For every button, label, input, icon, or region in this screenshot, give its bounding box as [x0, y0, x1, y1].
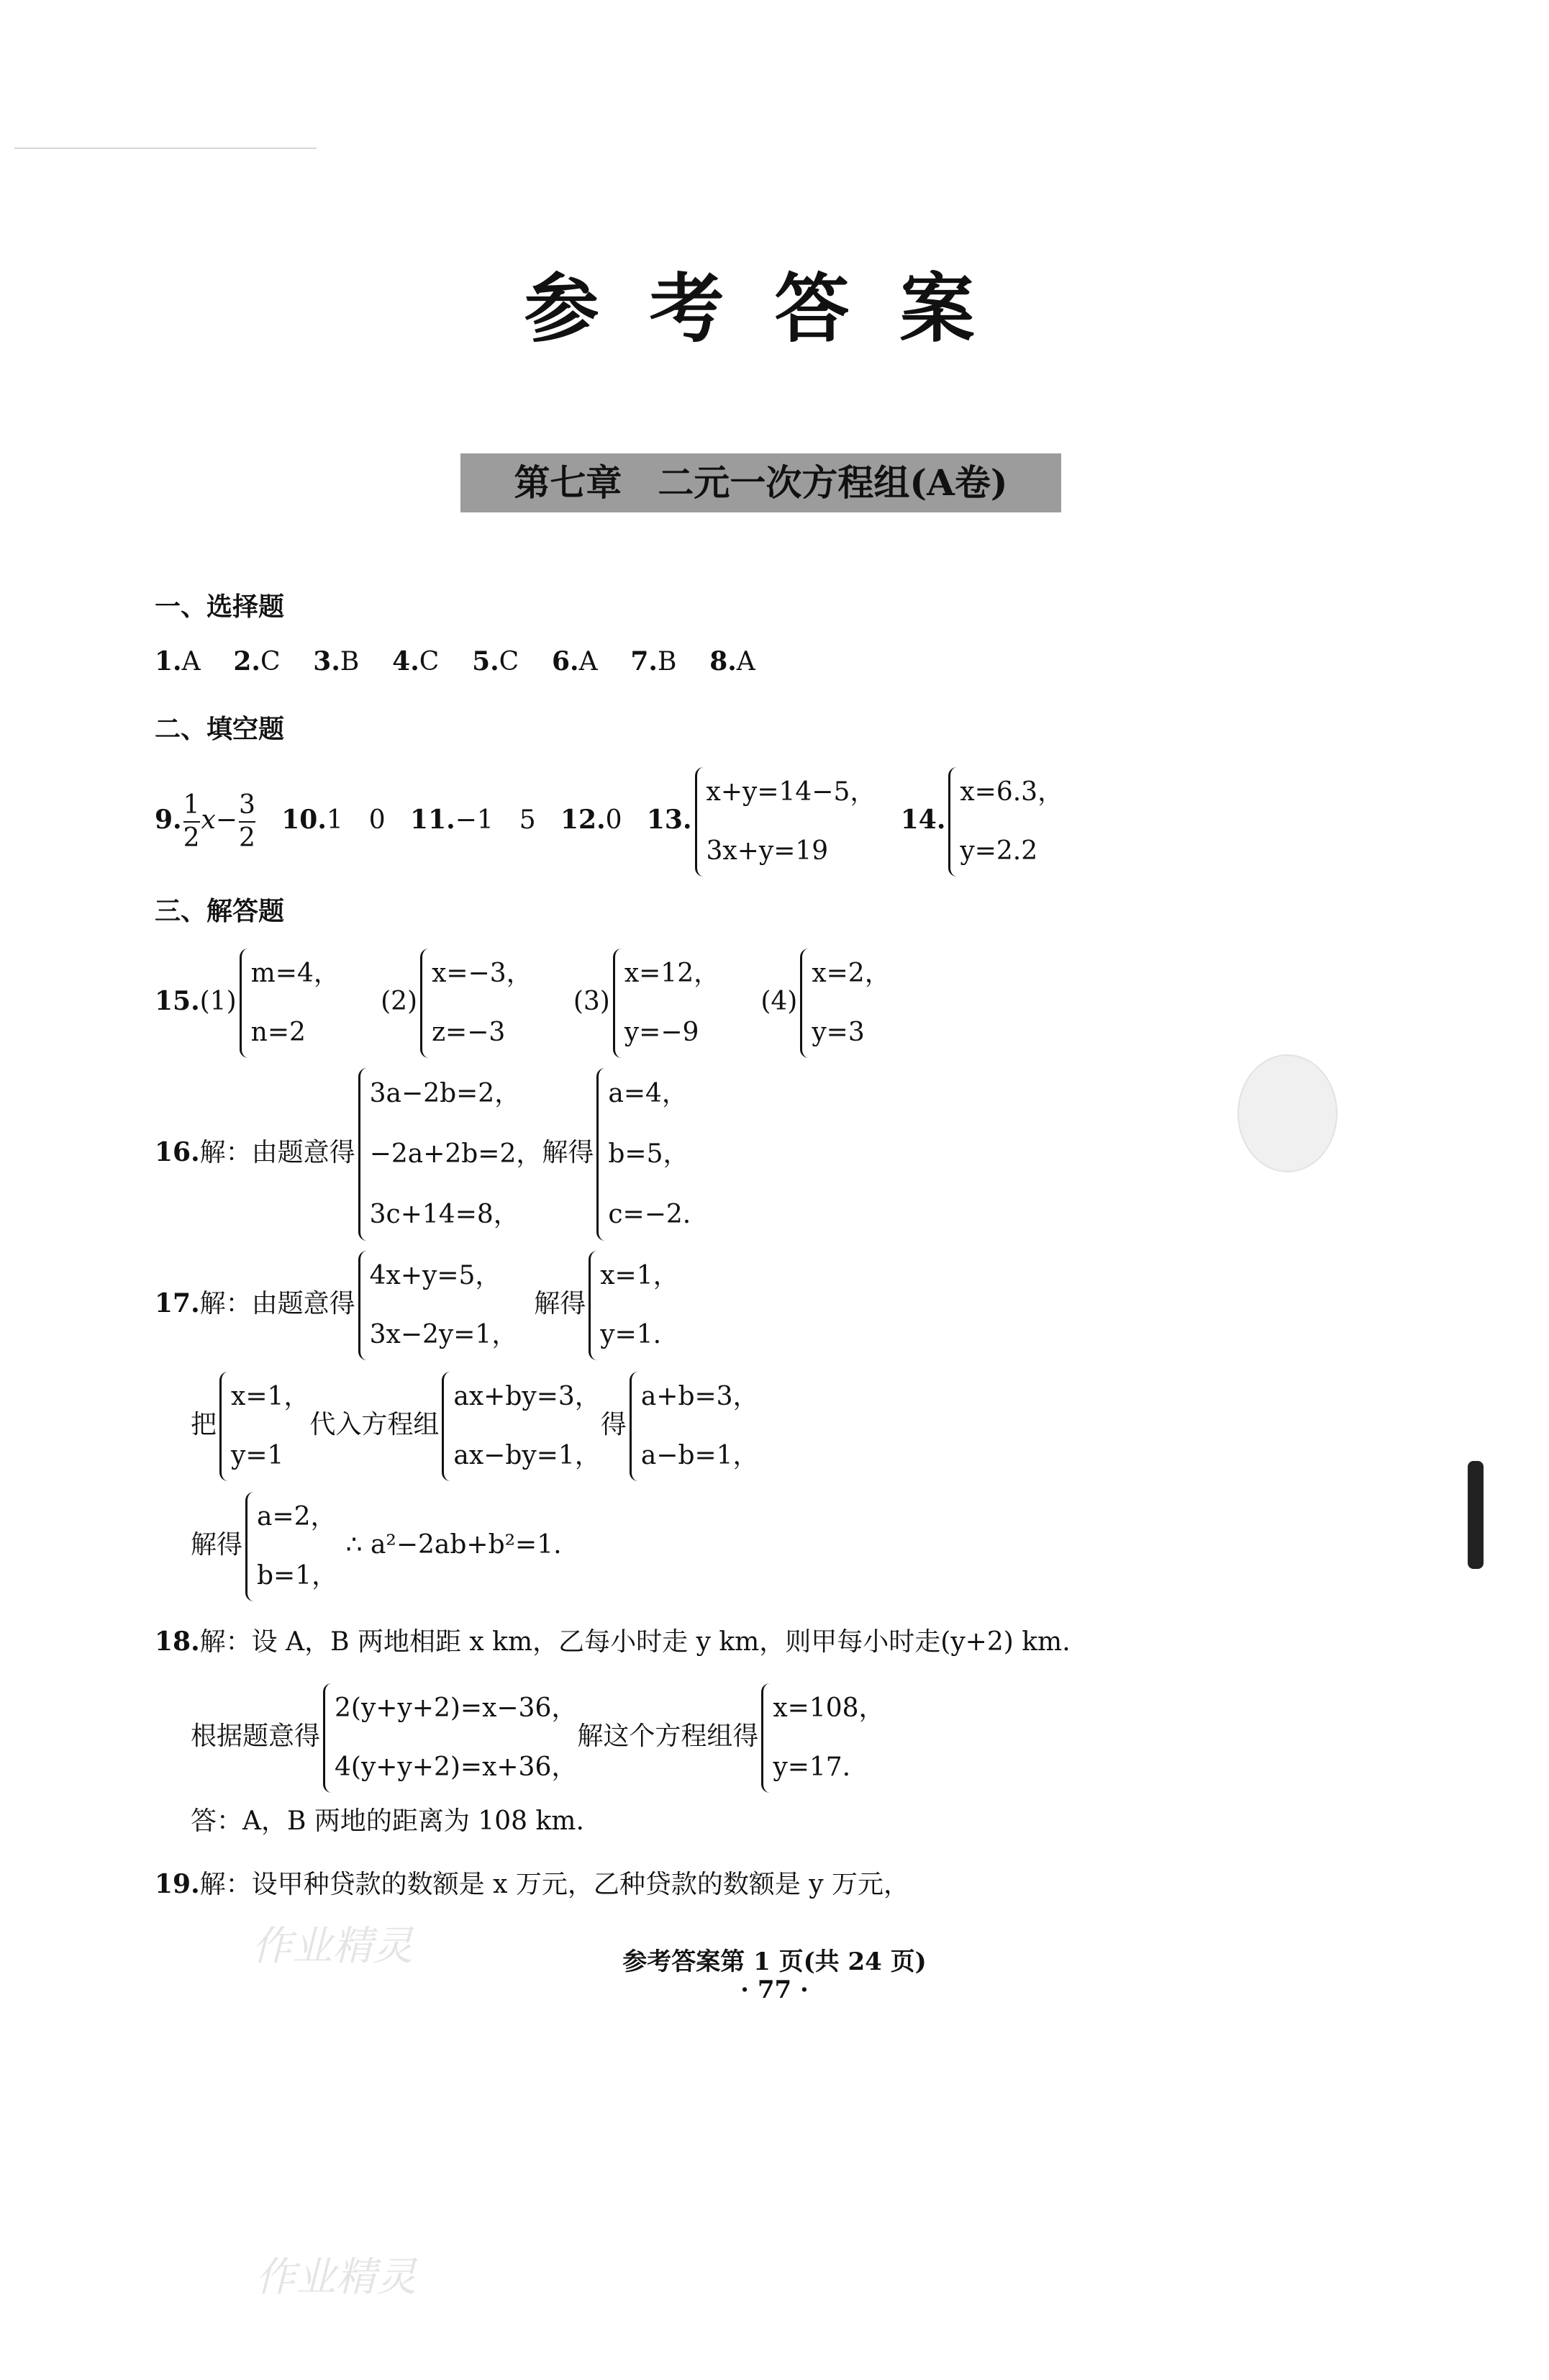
- fraction: $\frac{1}{2}$: [183, 790, 200, 853]
- section-fill-heading: 二、填空题: [155, 714, 285, 744]
- choice-item: 2.C: [233, 646, 281, 677]
- page-number: · 77 ·: [740, 1976, 809, 2004]
- equation-system: x=108， y=17.: [758, 1679, 884, 1797]
- choice-item: 7.B: [630, 646, 677, 677]
- equation-system: x=6.3， y=2.2: [945, 763, 1063, 881]
- choice-item: 6.A: [551, 646, 598, 677]
- question-19-line1: 19.解：设甲种贷款的数额是 x 万元，乙种贷款的数额是 y 万元，: [155, 1869, 910, 1899]
- question-18-answer: 答：A，B 两地的距离为 108 km.: [191, 1806, 584, 1836]
- seal-stamp-icon: [1237, 1054, 1337, 1172]
- equation-system: 3a−2b=2， −2a+2b=2， 3c+14=8，: [355, 1064, 542, 1245]
- equation-system: 4x+y=5， 3x−2y=1，: [355, 1246, 518, 1365]
- equation-system: m=4， n=2: [237, 944, 340, 1062]
- equation-system: a=2， b=1，: [242, 1488, 337, 1606]
- page-title: 参考答案: [524, 264, 1025, 353]
- equation-system: x=2， y=3: [797, 944, 890, 1062]
- question-16: 16.解：由题意得 3a−2b=2， −2a+2b=2， 3c+14=8， 解得 a=4， b=5， c=−2.: [155, 1064, 691, 1245]
- equation-system: a+b=3， a−b=1，: [627, 1367, 759, 1485]
- scan-top-line: [14, 148, 317, 149]
- section-solution-heading: 三、解答题: [155, 896, 285, 926]
- question-17-line3: 解得 a=2， b=1， ∴ a²−2ab+b²=1.: [191, 1488, 562, 1606]
- equation-system: x=1， y=1.: [586, 1246, 678, 1365]
- question-15: 15.(1) m=4， n=2 (2) x=−3， z=−3 (3) x=12， y=−9 (4) x=2， y=3: [155, 944, 891, 1062]
- equation-system: x=12， y=−9: [610, 944, 719, 1062]
- equation-system: x+y=14−5， 3x+y=19: [692, 763, 876, 881]
- scan-mark: [1468, 1461, 1484, 1569]
- fraction: $\frac{3}{2}$: [238, 790, 255, 853]
- equation-system: x=1， y=1: [217, 1367, 309, 1485]
- equation-system: x=−3， z=−3: [417, 944, 532, 1062]
- fill-answers: 9. $\frac{1}{2}$ x− $\frac{3}{2}$ 10.1 0 11.−1 5 12.0 13. x+y=14−5， 3x+y=19 14. x=6.3， y=2.2: [155, 763, 1063, 881]
- question-17-line1: 17.解：由题意得 4x+y=5， 3x−2y=1， 解得 x=1， y=1.: [155, 1246, 679, 1365]
- question-17-line2: 把 x=1， y=1 代入方程组 ax+by=3， ax−by=1， 得 a+b=3， a−b=1，: [191, 1367, 759, 1485]
- question-18-line2: 根据题意得 2(y+y+2)=x−36， 4(y+y+2)=x+36， 解这个方程组得 x=108， y=17.: [191, 1679, 885, 1797]
- choice-item: 3.B: [313, 646, 360, 677]
- chapter-banner: 第七章 二元一次方程组(A卷): [460, 453, 1061, 512]
- choice-item: 1.A: [155, 646, 201, 677]
- choice-answers: [155, 646, 755, 677]
- choice-item: 5.C: [472, 646, 519, 677]
- choice-item: 8.A: [709, 646, 755, 677]
- choice-item: 4.C: [392, 646, 440, 677]
- equation-system: ax+by=3， ax−by=1，: [439, 1367, 600, 1485]
- page-footer-label: 参考答案第 1 页(共 24 页): [622, 1947, 927, 1976]
- equation-system: a=4， b=5， c=−2.: [594, 1064, 691, 1245]
- section-choice-heading: 一、选择题: [155, 592, 285, 622]
- watermark: 作业精灵: [252, 1923, 413, 1970]
- equation-system: 2(y+y+2)=x−36， 4(y+y+2)=x+36，: [320, 1679, 577, 1797]
- question-18-line1: 18.解：设 A，B 两地相距 x km，乙每小时走 y km，则甲每小时走(y+2) km.: [155, 1626, 1071, 1657]
- watermark: 作业精灵: [255, 2254, 417, 2301]
